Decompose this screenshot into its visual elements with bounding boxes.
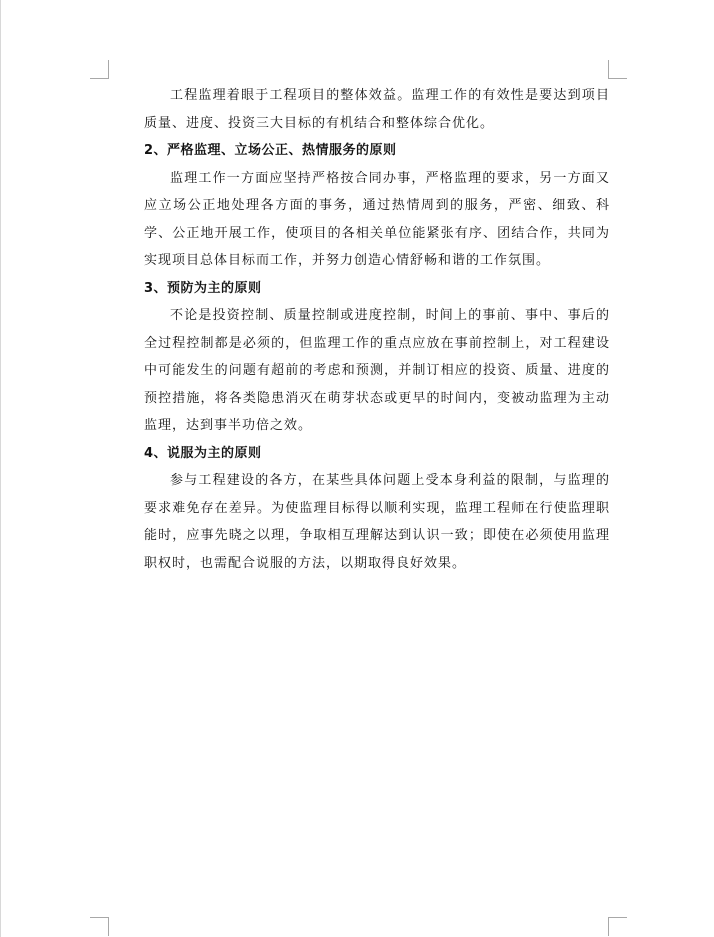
section-2-paragraph: 监理工作一方面应坚持严格按合同办事，严格监理的要求，另一方面又应立场公正地处理各方面的事务，通过热情周到的服务，严密、细致、科学、公正地开展工作，使项目的各相关单位能紧张有序、团结合作，共同为实现项目总体目标而工作，并努力创造心情舒畅和谐的工作氛围。 [144, 170, 610, 268]
intro-paragraph: 工程监理着眼于工程项目的整体效益。监理工作的有效性是要达到项目质量、进度、投资三大目标的有机结合和整体综合优化。 [144, 88, 610, 131]
section-heading-2: 2、严格监理、立场公正、热情服务的原则 [144, 143, 397, 158]
section-heading-3: 3、预防为主的原则 [144, 280, 262, 296]
section-3-paragraph: 不论是投资控制、质量控制或进度控制，时间上的事前、事中、事后的全过程控制都是必须的，但监理工作的重点应放在事前控制上，对工程建设中可能发生的问题有超前的考虑和预测，并制订相应的投资、质量、进度的预控措施，将各类隐患消灭在萌芽状态或更早的时间内，变被动监理为主动监理，达到事半功倍之效。 [144, 308, 610, 433]
section-4-paragraph: 参与工程建设的各方，在某些具体问题上受本身利益的限制，与监理的要求难免存在差异。为使监理目标得以顺利实现，监理工程师在行使监理职能时，应事先晓之以理，争取相互理解达到认识一致；即使在必须使用监理职权时，也需配合说服的方法，以期取得良好效果。 [144, 473, 610, 571]
document-body [144, 82, 610, 577]
page-edge [0, 0, 1, 937]
crop-mark-top-right [608, 60, 627, 79]
crop-mark-bottom-left [90, 917, 109, 936]
section-heading-4: 4、说服为主的原则 [144, 445, 262, 461]
crop-mark-bottom-right [608, 917, 627, 936]
crop-mark-top-left [90, 60, 109, 79]
